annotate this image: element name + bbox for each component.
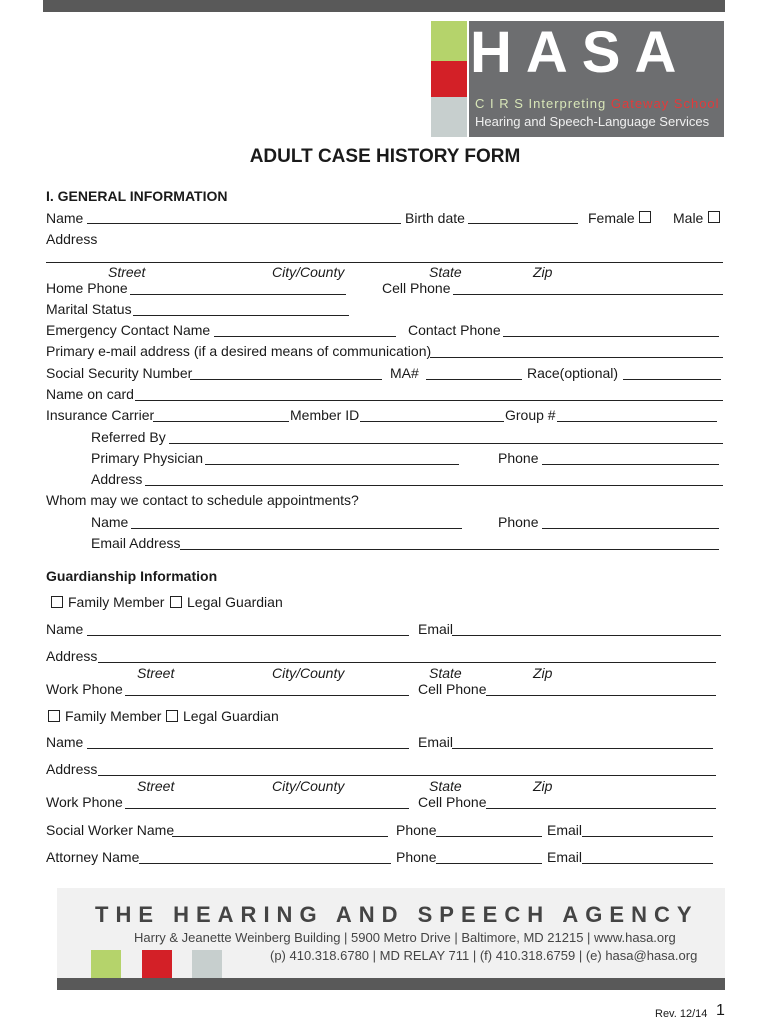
referred-by-label: Referred By <box>91 429 166 445</box>
group-field[interactable] <box>557 421 717 422</box>
g2-cell-phone-field[interactable] <box>486 808 716 809</box>
page-number: 1 <box>716 1002 725 1019</box>
g1-address-field[interactable] <box>98 662 716 663</box>
attorney-field[interactable] <box>139 863 391 864</box>
ssn-field[interactable] <box>190 379 382 380</box>
logo-sub-gateway: Gateway School <box>610 96 720 111</box>
social-worker-phone-label: Phone <box>396 822 437 838</box>
primary-physician-label: Primary Physician <box>91 450 204 466</box>
g1-cell-phone-label: Cell Phone <box>418 681 487 697</box>
marital-status-field[interactable] <box>133 315 349 316</box>
bottom-bar <box>57 978 725 990</box>
attorney-phone-label: Phone <box>396 849 437 865</box>
g2-email-label: Email <box>418 734 454 750</box>
race-label: Race(optional) <box>527 365 619 381</box>
physician-phone-label: Phone <box>498 450 539 466</box>
member-id-field[interactable] <box>360 421 504 422</box>
g1-zip-caption: Zip <box>533 665 553 681</box>
email-address-label: Email Address <box>91 535 181 551</box>
g1-email-field[interactable] <box>452 635 721 636</box>
cell-phone-label: Cell Phone <box>382 280 451 296</box>
top-bar <box>43 0 725 12</box>
city-caption: City/County <box>272 264 345 280</box>
g2-address-field[interactable] <box>98 775 716 776</box>
g1-name-field[interactable] <box>87 635 409 636</box>
footer-green-square <box>91 950 121 978</box>
contact-phone2-label: Phone <box>498 514 539 530</box>
name-on-card-field[interactable] <box>135 400 723 401</box>
ma-label: MA# <box>390 365 419 381</box>
g2-name-field[interactable] <box>87 748 409 749</box>
emergency-contact-field[interactable] <box>214 336 396 337</box>
legal-guardian-label-2: Legal Guardian <box>183 708 279 724</box>
g1-cell-phone-field[interactable] <box>486 695 716 696</box>
zip-caption: Zip <box>533 264 553 280</box>
physician-address-label: Address <box>91 471 143 487</box>
agency-address: Harry & Jeanette Weinberg Building | 5900 Metro Drive | Baltimore, MD 21215 | www.hasa.org <box>134 930 676 945</box>
g1-work-phone-label: Work Phone <box>46 681 123 697</box>
footer-red-square <box>142 950 172 978</box>
insurance-carrier-field[interactable] <box>153 421 289 422</box>
g2-zip-caption: Zip <box>533 778 553 794</box>
primary-physician-field[interactable] <box>205 464 459 465</box>
male-checkbox[interactable] <box>708 211 720 223</box>
whom-contact-label: Whom may we contact to schedule appointments? <box>46 492 359 508</box>
family-member-checkbox-2[interactable] <box>48 710 60 722</box>
contact-name-field[interactable] <box>131 528 462 529</box>
agency-contact: (p) 410.318.6780 | MD RELAY 711 | (f) 410.318.6759 | (e) hasa@hasa.org <box>270 948 698 963</box>
logo-wordmark: HASA <box>470 20 691 85</box>
ma-field[interactable] <box>426 379 522 380</box>
state-caption: State <box>429 264 462 280</box>
g1-street-caption: Street <box>137 665 175 681</box>
attorney-email-field[interactable] <box>582 863 713 864</box>
female-label: Female <box>588 210 635 226</box>
female-checkbox[interactable] <box>639 211 651 223</box>
g2-street-caption: Street <box>137 778 175 794</box>
referred-by-field[interactable] <box>169 443 723 444</box>
g2-name-label: Name <box>46 734 84 750</box>
contact-name-label: Name <box>91 514 129 530</box>
family-member-label-1: Family Member <box>68 594 165 610</box>
insurance-carrier-label: Insurance Carrier <box>46 407 155 423</box>
g1-state-caption: State <box>429 665 462 681</box>
race-field[interactable] <box>623 379 721 380</box>
birth-date-label: Birth date <box>405 210 465 226</box>
g1-work-phone-field[interactable] <box>125 695 409 696</box>
name-field[interactable] <box>87 223 401 224</box>
birth-date-field[interactable] <box>468 223 578 224</box>
g1-name-label: Name <box>46 621 84 637</box>
member-id-label: Member ID <box>290 407 360 423</box>
guardianship-heading: Guardianship Information <box>46 568 218 584</box>
cell-phone-field[interactable] <box>453 294 723 295</box>
marital-status-label: Marital Status <box>46 301 132 317</box>
contact-phone2-field[interactable] <box>542 528 719 529</box>
g2-cell-phone-label: Cell Phone <box>418 794 487 810</box>
emergency-contact-label: Emergency Contact Name <box>46 322 211 338</box>
social-worker-field[interactable] <box>172 836 388 837</box>
attorney-email-label: Email <box>547 849 583 865</box>
revision-label: Rev. 12/14 <box>655 1008 708 1020</box>
section-heading: I. GENERAL INFORMATION <box>46 188 228 204</box>
name-label: Name <box>46 210 84 226</box>
email-address-field[interactable] <box>180 549 719 550</box>
g1-address-label: Address <box>46 648 98 664</box>
street-caption: Street <box>108 264 146 280</box>
contact-phone-label: Contact Phone <box>408 322 501 338</box>
social-worker-email-label: Email <box>547 822 583 838</box>
primary-email-label: Primary e-mail address (if a desired means of communication) <box>46 343 432 359</box>
g1-city-caption: City/County <box>272 665 345 681</box>
primary-email-field[interactable] <box>430 357 723 358</box>
physician-phone-field[interactable] <box>542 464 719 465</box>
logo-red-square <box>431 61 467 97</box>
footer-gray-square <box>192 950 222 978</box>
g2-state-caption: State <box>429 778 462 794</box>
agency-name: THE HEARING AND SPEECH AGENCY <box>95 902 699 927</box>
g2-work-phone-field[interactable] <box>125 808 409 809</box>
name-on-card-label: Name on card <box>46 386 134 402</box>
legal-guardian-checkbox-2[interactable] <box>166 710 178 722</box>
family-member-checkbox-1[interactable] <box>51 596 63 608</box>
address-field[interactable] <box>46 262 723 263</box>
ssn-label: Social Security Number <box>46 365 193 381</box>
address-label: Address <box>46 231 98 247</box>
logo-green-square <box>431 21 467 61</box>
g2-city-caption: City/County <box>272 778 345 794</box>
g2-address-label: Address <box>46 761 98 777</box>
family-member-label-2: Family Member <box>65 708 162 724</box>
social-worker-email-field[interactable] <box>582 836 713 837</box>
legal-guardian-label-1: Legal Guardian <box>187 594 283 610</box>
physician-address-field[interactable] <box>145 485 723 486</box>
contact-phone-field[interactable] <box>503 336 719 337</box>
logo-gray-square <box>431 97 467 137</box>
social-worker-label: Social Worker Name <box>46 822 175 838</box>
home-phone-field[interactable] <box>130 294 346 295</box>
logo-subtitle <box>475 96 720 111</box>
g2-email-field[interactable] <box>452 748 713 749</box>
group-label: Group # <box>505 407 556 423</box>
logo-sub-cirs: C I R S Interpreting <box>475 96 611 111</box>
home-phone-label: Home Phone <box>46 280 128 296</box>
page-title: ADULT CASE HISTORY FORM <box>249 146 521 167</box>
attorney-phone-field[interactable] <box>436 863 542 864</box>
g1-email-label: Email <box>418 621 454 637</box>
social-worker-phone-field[interactable] <box>436 836 542 837</box>
logo-subtitle-2: Hearing and Speech-Language Services <box>475 114 710 129</box>
g2-work-phone-label: Work Phone <box>46 794 123 810</box>
attorney-label: Attorney Name <box>46 849 140 865</box>
male-label: Male <box>673 210 704 226</box>
legal-guardian-checkbox-1[interactable] <box>170 596 182 608</box>
